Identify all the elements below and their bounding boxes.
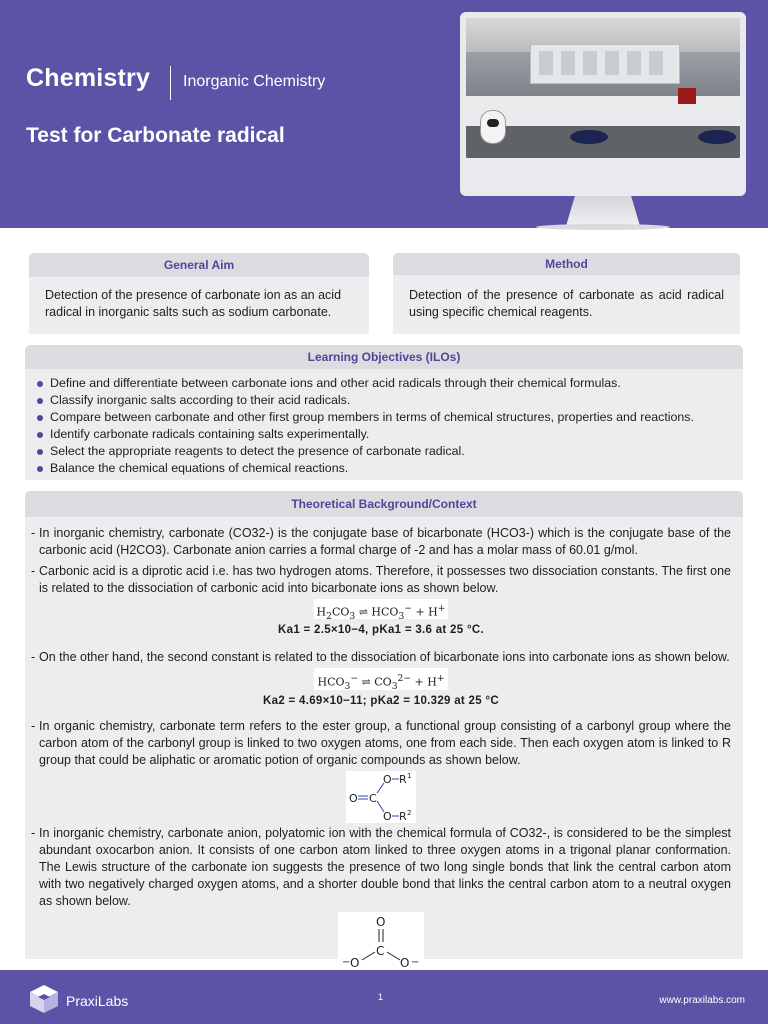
brand-divider [170,66,171,100]
svg-text:O: O [383,773,392,786]
svg-text:O: O [349,792,358,805]
method-heading: Method [393,253,740,275]
robot-assistant-icon [480,110,506,144]
svg-text:2: 2 [407,809,412,817]
lab-cabinets [530,44,680,84]
lab-stool [698,130,736,144]
list-item: Identify carbonate radicals containing salts experimentally. [37,426,729,443]
logo-text: PraxiLabs [66,993,129,1009]
method-text: Detection of the presence of carbonate as acid radical using specific chemical reagents. [393,275,740,334]
theory-paragraph: - In inorganic chemistry, carbonate (CO32-) is the conjugate base of bicarbonate (HCO3-) which is the conjugate base of the carbonic acid (H2CO3). Carbonate anion carries a formal charge of -2 and has a molar mass of 60.01 g/mol. [31,526,731,557]
carbonate-ester-structure-image [346,771,416,823]
monitor-stand [566,196,640,226]
website-link[interactable]: www.praxilabs.com [659,995,745,1006]
footer [0,970,768,1024]
svg-text:O: O [383,810,392,823]
monitor-base [536,224,670,230]
ka2-equation: Ka2 = 4.69×10−11; pKa2 = 10.329 at 25 °C [263,695,499,707]
bullet-icon [37,432,43,438]
lab-stool [570,130,608,144]
bullet-icon [37,415,43,421]
list-item: Select the appropriate reagents to detect the presence of carbonate radical. [37,443,729,460]
virtual-lab-screen [466,18,740,158]
equation-image-1: $H_2CO_3$ ⇌ $HCO_3^- + H^+$ [314,599,448,619]
praxilabs-logo-icon [28,984,60,1014]
list-item: Classify inorganic salts according to their acid radicals. [37,392,729,409]
svg-text:R: R [399,773,407,786]
bullet-icon [37,466,43,472]
svg-text:O: O [400,956,410,970]
ilos-heading: Learning Objectives (ILOs) [25,345,743,369]
svg-text:O: O [376,915,386,929]
theory-heading: Theoretical Background/Context [25,491,743,517]
theory-paragraph: - On the other hand, the second constant is related to the dissociation of bicarbonate ions into carbonate ions as shown below. [31,650,730,664]
ka1-equation: Ka1 = 2.5×10−4, pKa1 = 3.6 at 25 °C. [278,624,484,636]
list-item: Balance the chemical equations of chemical reactions. [37,460,729,477]
subject-label: Inorganic Chemistry [183,73,326,90]
page-title: Test for Carbonate radical [26,124,285,147]
svg-text:C: C [376,944,385,958]
svg-text:−: − [411,957,420,968]
svg-text:1: 1 [407,772,412,780]
lab-bench [466,96,740,126]
ilos-panel [25,369,743,480]
lab-floor [466,126,740,158]
list-item: Define and differentiate between carbonate ions and other acid radicals through their chemical formulas. [37,375,729,392]
general-aim-text: Detection of the presence of carbonate ion as an acid radical in inorganic salts such as sodium carbonate. [29,277,369,334]
general-aim-heading: General Aim [29,253,369,277]
svg-text:R: R [399,810,407,823]
brand-title: Chemistry [26,64,151,92]
theory-paragraph: - In inorganic chemistry, carbonate anion, polyatomic ion with the chemical formula of CO32-, is considered to be the simplest abundant oxocarbon anion. It consists of one carbon atom linked to three oxygen atoms in a trigonal planar conformation. The Lewis structure of the carbonate ion suggests the presence of two long single bonds that link the central carbon atom with two negatively charged oxygen atoms, and a shorter double bond that links the central carbon atom to a neutral oxygen as shown below. [31,826,731,908]
ilos-list [37,375,729,478]
bullet-icon [37,398,43,404]
page-number: 1 [378,992,384,1002]
carbonate-lewis-structure-image [338,912,424,970]
theory-paragraph: - Carbonic acid is a diprotic acid i.e. has two hydrogen atoms. Therefore, it possesses two dissociation constants. The first one is related to the dissociation of carbonic acid into bicarbonate ions as shown below. [31,564,731,595]
waste-bin-icon [678,88,696,104]
svg-text:O: O [350,956,360,970]
equation-image-2: $HCO_3^-$ ⇌ $CO_3^{2-} + H^+$ [314,668,448,690]
bullet-icon [37,381,43,387]
list-item: Compare between carbonate and other first group members in terms of chemical structures, properties and reactions. [37,409,729,426]
svg-text:−: − [342,957,351,968]
svg-text:C: C [369,792,377,805]
theory-paragraph: - In organic chemistry, carbonate term refers to the ester group, a functional group consisting of a carbonyl group where the carbon atom of the carbonyl group is linked to two oxygen atoms, one from each side. Then each oxygen atom is linked to R group that could be aliphatic or aromatic potion of organic compounds as shown below. [31,719,731,767]
theory-panel [25,517,743,970]
bullet-icon [37,449,43,455]
